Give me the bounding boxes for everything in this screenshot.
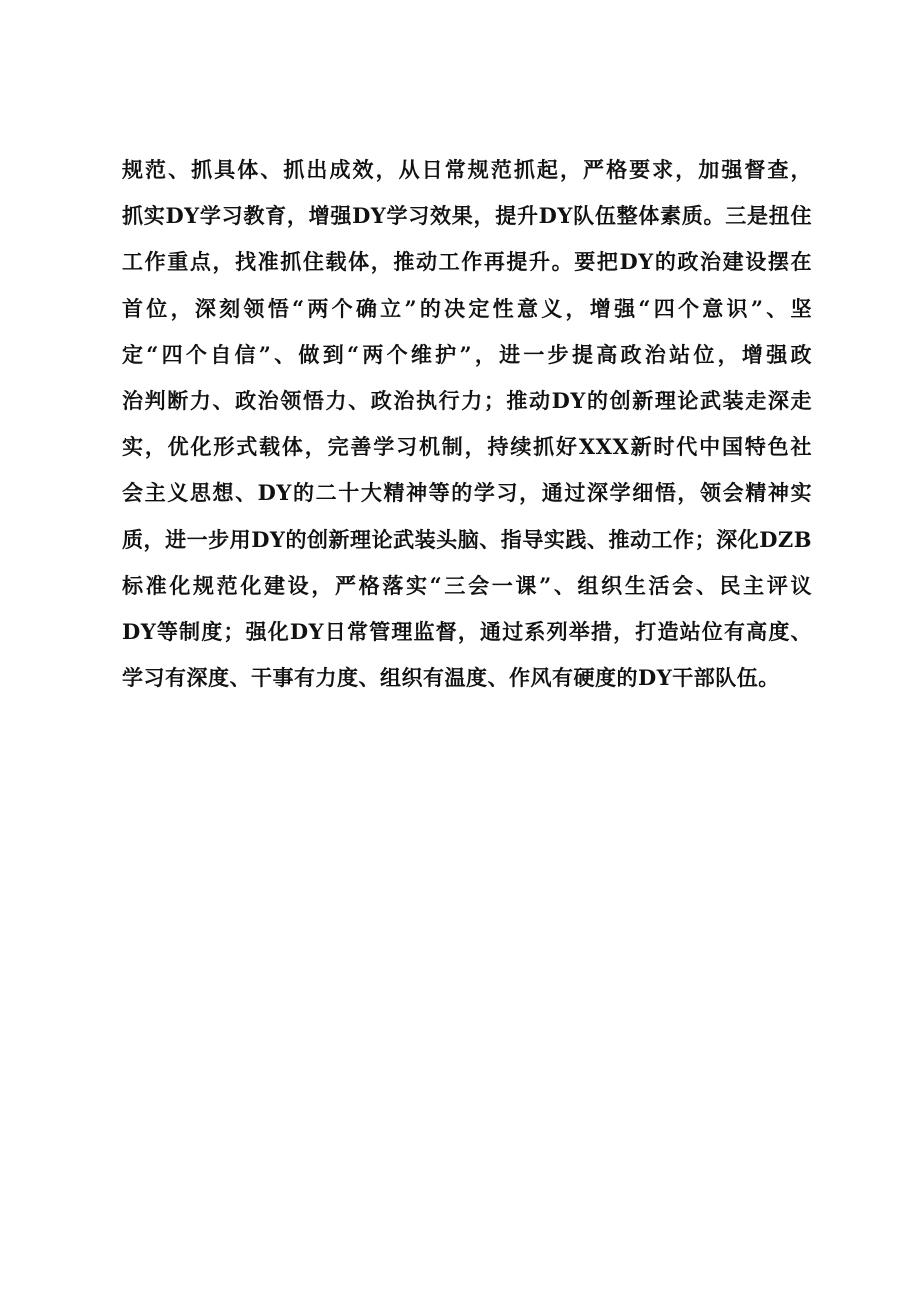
paragraph-line-1: 规范、抓具体、抓出成效，从日常规范抓起，严格要求，加强督查， bbox=[122, 157, 812, 182]
paragraph-line-2: 抓实DY学习教育，增强DY学习效果，提升DY队伍整体素质。三是扭住 bbox=[122, 203, 812, 229]
paragraph-line-8: 会主义思想、DY的二十大精神等的学习，通过深学细悟，领会精神实 bbox=[122, 480, 812, 506]
paragraph-line-11: DY等制度；强化DY日常管理监督，通过系列举措，打造站位有高度、 bbox=[122, 618, 812, 644]
paragraph-line-6: 治判断力、政治领悟力、政治执行力；推动DY的创新理论武装走深走 bbox=[122, 387, 812, 413]
body-paragraph bbox=[122, 152, 812, 706]
paragraph-line-10: 标准化规范化建设，严格落实“三会一课”、组织生活会、民主评议 bbox=[122, 572, 812, 598]
paragraph-line-3: 工作重点，找准抓住载体，推动工作再提升。要把DY的政治建设摆在 bbox=[122, 249, 812, 275]
paragraph-line-12: 学习有深度、干事有力度、组织有温度、作风有硬度的DY干部队伍。 bbox=[122, 665, 780, 691]
paragraph-line-7: 实，优化形式载体，完善学习机制，持续抓好XXX新时代中国特色社 bbox=[122, 434, 812, 460]
paragraph-line-5: 定“四个自信”、做到“两个维护”，进一步提高政治站位，增强政 bbox=[122, 341, 812, 367]
paragraph-line-4: 首位，深刻领悟“两个确立”的决定性意义，增强“四个意识”、坚 bbox=[122, 295, 812, 321]
paragraph-line-9: 质，进一步用DY的创新理论武装头脑、指导实践、推动工作；深化DZB bbox=[122, 526, 812, 552]
